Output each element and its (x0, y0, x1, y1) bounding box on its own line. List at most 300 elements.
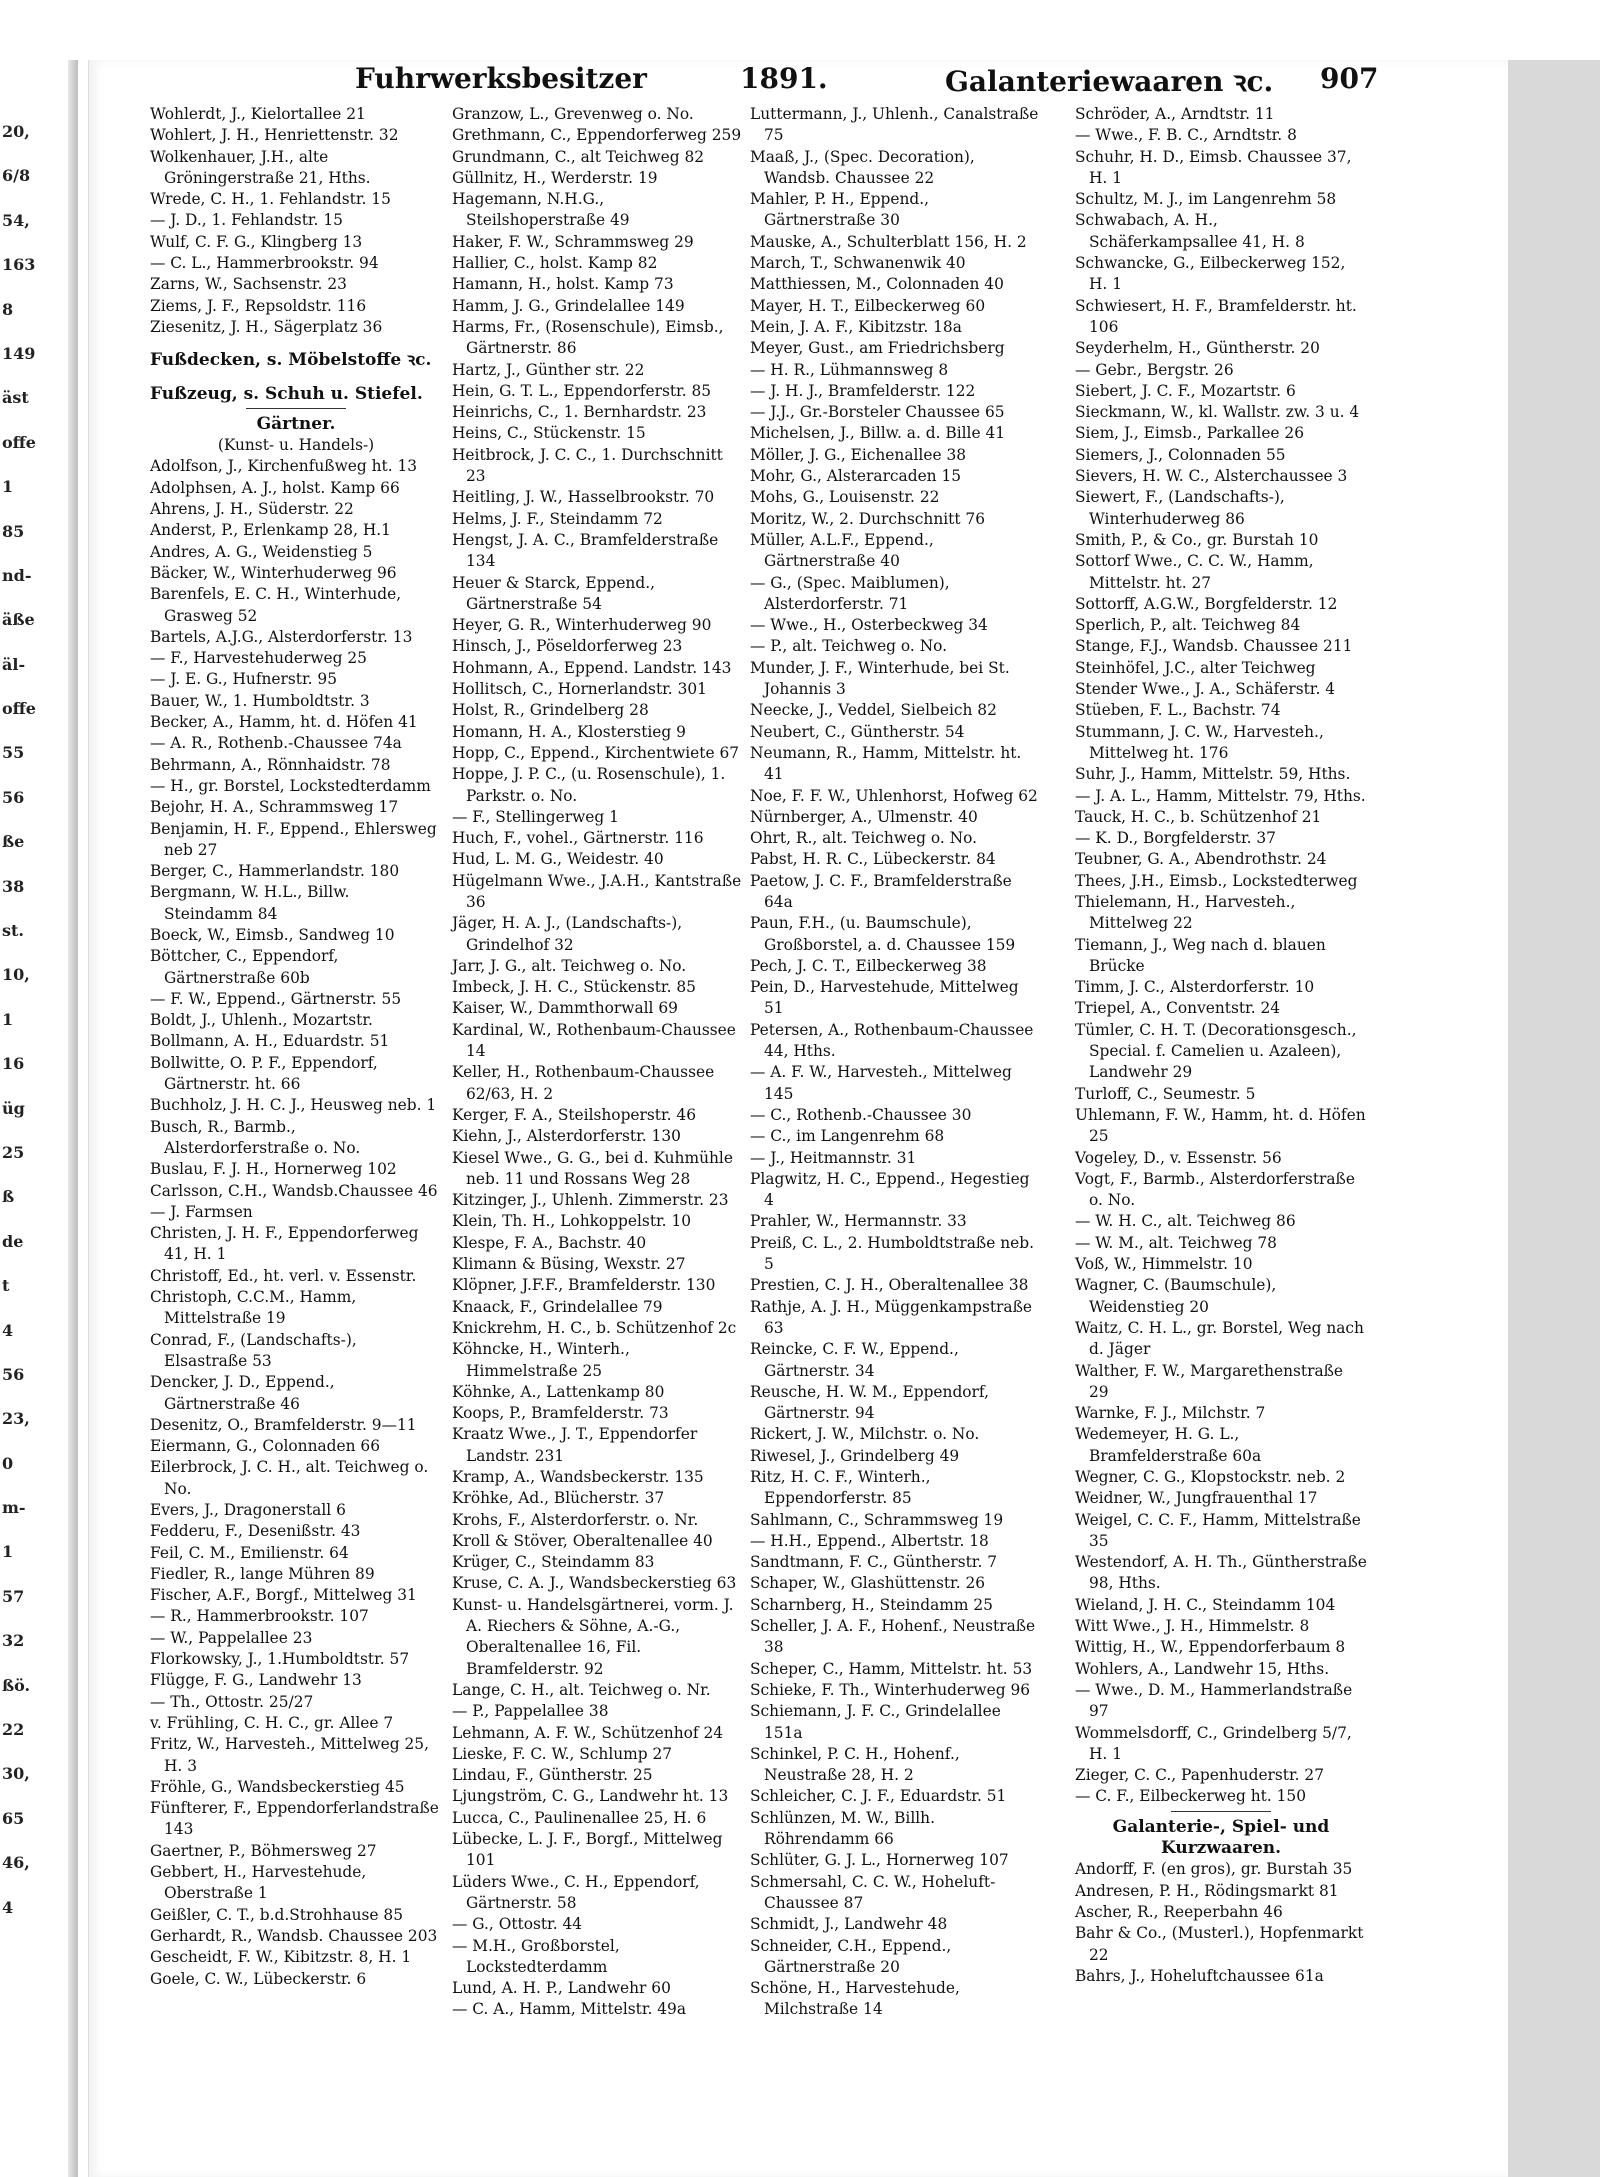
directory-entry: Wegner, C. G., Klopstockstr. neb. 2 (1075, 1468, 1346, 1486)
directory-entry: Kunst- u. Handelsgärtnerei, vorm. J. A. Riechers & Söhne, A.-G., Oberaltenallee 16, Fil. Bramfelderstr. 92 (452, 1595, 734, 1678)
directory-entry: Homann, H. A., Klosterstieg 9 (452, 722, 686, 741)
directory-entry: Knaack, F., Grindelallee 79 (452, 1297, 663, 1316)
directory-entry: Müller, A.L.F., Eppend., Gärtnerstraße 40 (750, 530, 934, 571)
directory-entry: — F., Stellingerweg 1 (452, 807, 619, 826)
directory-entry: Güllnitz, H., Werderstr. 19 (452, 168, 658, 187)
directory-entry: Nürnberger, A., Ulmenstr. 40 (750, 807, 978, 826)
directory-entry: Seyderhelm, H., Güntherstr. 20 (1075, 339, 1320, 358)
directory-entry: Wedemeyer, H. G. L., Bramfelderstraße 60a (1075, 1425, 1262, 1465)
directory-entry: Conrad, F., (Landschafts-), Elsastraße 53 (150, 1330, 357, 1370)
directory-entry: — J.J., Gr.-Borsteler Chaussee 65 (750, 403, 1005, 422)
directory-entry: Weidner, W., Jungfrauenthal 17 (1075, 1489, 1318, 1508)
directory-entry: Scharnberg, H., Steindamm 25 (750, 1595, 993, 1614)
directory-entry: Heitling, J. W., Hasselbrookstr. 70 (452, 488, 715, 507)
directory-entry: — C. A., Hamm, Mittelstr. 49a (452, 2000, 687, 2019)
directory-entry: Berger, C., Hammerlandstr. 180 (150, 862, 400, 881)
adjacent-page-fragment: 6/8 (2, 166, 31, 186)
directory-entry: Hohmann, A., Eppend. Landstr. 143 (452, 658, 732, 677)
directory-entry: Ahrens, J. H., Süderstr. 22 (150, 500, 354, 519)
directory-entry: Bartels, A.J.G., Alsterdorferstr. 13 (150, 627, 413, 646)
directory-entry: — Th., Ottostr. 25/27 (150, 1692, 314, 1711)
directory-entry: Fedderu, F., Desenißstr. 43 (150, 1522, 361, 1541)
directory-entry: Schultz, M. J., im Langenrehm 58 (1075, 190, 1337, 209)
directory-entry: Becker, A., Hamm, ht. d. Höfen 41 (150, 713, 418, 732)
directory-entry: Paetow, J. C. F., Bramfelderstraße 64a (750, 871, 1012, 911)
directory-entry: Vogeley, D., v. Essenstr. 56 (1075, 1148, 1282, 1167)
directory-entry: Kardinal, W., Rothenbaum-Chaussee 14 (452, 1020, 736, 1061)
adjacent-page-fragment: nd- (2, 565, 32, 585)
adjacent-page-fragment: 55 (2, 743, 25, 763)
directory-entry: Wohlers, A., Landwehr 15, Hths. (1075, 1659, 1330, 1678)
directory-entry: Schmersahl, C. C. W., Hoheluft-Chaussee 87 (750, 1872, 996, 1912)
directory-entry: Lindau, F., Güntherstr. 25 (452, 1766, 653, 1785)
directory-entry: Buslau, F. J. H., Hornerweg 102 (150, 1160, 397, 1179)
adjacent-page-fragment: 20, (2, 122, 30, 141)
directory-entry: — R., Hammerbrookstr. 107 (150, 1607, 369, 1626)
directory-entry: — J., Heitmannstr. 31 (750, 1148, 917, 1167)
adjacent-page-fragment: 149 (2, 343, 36, 363)
directory-entry: Hinsch, J., Pöseldorferweg 23 (452, 637, 683, 656)
directory-entry: Munder, J. F., Winterhude, bei St. Johannis 3 (750, 658, 1010, 699)
directory-entry: Gescheidt, F. W., Kibitzstr. 8, H. 1 (150, 1948, 412, 1967)
directory-entry: Zarns, W., Sachsenstr. 23 (150, 275, 347, 294)
directory-entry: Boeck, W., Eimsb., Sandweg 10 (150, 925, 395, 944)
directory-entry: Bauer, W., 1. Humboldtstr. 3 (150, 691, 370, 710)
directory-entry: Andresen, P. H., Rödingsmarkt 81 (1075, 1881, 1339, 1900)
directory-entry: Hartz, J., Günther str. 22 (452, 360, 645, 379)
directory-entry: Kerger, F. A., Steilshoperstr. 46 (452, 1105, 697, 1124)
directory-entry: Kitzinger, J., Uhlenh. Zimmerstr. 23 (452, 1191, 729, 1210)
directory-entry: Mein, J. A. F., Kibitzstr. 18a (750, 317, 962, 336)
directory-entry: Fischer, A.F., Borgf., Mittelweg 31 (150, 1586, 417, 1605)
directory-entry: — J. H. J., Bramfelderstr. 122 (750, 381, 976, 400)
directory-entry: Desenitz, O., Bramfelderstr. 9—11 (150, 1415, 417, 1434)
directory-entry: Bahr & Co., (Musterl.), Hopfenmarkt 22 (1075, 1924, 1364, 1964)
directory-entry: Heitbrock, J. C. C., 1. Durchschnitt 23 (452, 445, 723, 486)
directory-entry: — J. A. L., Hamm, Mittelstr. 79, Hths. (1075, 786, 1366, 805)
adjacent-page-fragment: 8 (2, 299, 14, 319)
adjacent-page-fragment: 10, (2, 965, 30, 985)
directory-entry: Reincke, C. F. W., Eppend., Gärtnerstr. 34 (750, 1340, 959, 1380)
directory-entry: Tümler, C. H. T. (Decorationsgesch., Special. f. Camelien u. Azaleen), Landwehr 29 (1075, 1020, 1357, 1082)
directory-entry: March, T., Schwanenwik 40 (750, 254, 966, 273)
directory-entry: Schieke, F. Th., Winterhuderweg 96 (750, 1680, 1031, 1699)
directory-entry: Siebert, J. C. F., Mozartstr. 6 (1075, 381, 1296, 400)
directory-entry: Prahler, W., Hermannstr. 33 (750, 1212, 967, 1231)
directory-entry: Maaß, J., (Spec. Decoration), Wandsb. Chaussee 22 (750, 147, 975, 187)
directory-entry: Ziems, J. F., Repsoldstr. 116 (150, 296, 367, 315)
directory-entry: — C., Rothenb.-Chaussee 30 (750, 1105, 972, 1124)
directory-entry: Knickrehm, H. C., b. Schützenhof 2c (452, 1318, 737, 1337)
directory-entry: Weigel, C. C. F., Hamm, Mittelstraße 35 (1075, 1510, 1361, 1550)
directory-entry: Prestien, C. J. H., Oberaltenallee 38 (750, 1276, 1029, 1295)
page-number: 907 (1320, 62, 1379, 95)
directory-entry: Mohs, G., Louisenstr. 22 (750, 488, 940, 507)
directory-entry: Witt Wwe., J. H., Himmelstr. 8 (1075, 1617, 1310, 1636)
directory-entry: Adolfson, J., Kirchenfußweg ht. 13 (150, 457, 418, 476)
directory-entry: Kruse, C. A. J., Wandsbeckerstieg 63 (452, 1574, 737, 1593)
directory-entry: Heins, C., Stückenstr. 15 (452, 424, 646, 443)
adjacent-page-fragment: 38 (2, 876, 25, 896)
directory-entry: Christen, J. H. F., Eppendorferweg 41, H. 1 (150, 1224, 419, 1264)
directory-entry: Mohr, G., Alsterarcaden 15 (750, 467, 962, 486)
directory-entry: — A. F. W., Harvesteh., Mittelweg 145 (750, 1063, 1012, 1103)
directory-entry: Stender Wwe., J. A., Schäferstr. 4 (1075, 680, 1336, 699)
cross-reference: Fußdecken, s. Möbelstoffe ꝛc. (150, 350, 432, 371)
directory-entry: Barenfels, E. C. H., Winterhude, Grasweg 52 (150, 585, 402, 625)
directory-entry: — F. W., Eppend., Gärtnerstr. 55 (150, 989, 402, 1008)
directory-entry: v. Frühling, C. H. C., gr. Allee 7 (150, 1713, 394, 1732)
directory-entry: Benjamin, H. F., Eppend., Ehlersweg neb 27 (150, 819, 437, 859)
directory-entry: Fritz, W., Harvesteh., Mittelweg 25, H. 3 (150, 1735, 429, 1775)
directory-entry: Stummann, J. C. W., Harvesteh., Mittelweg ht. 176 (1075, 722, 1324, 762)
directory-entry: Boldt, J., Uhlenh., Mozartstr. (150, 1011, 373, 1030)
section-heading: Gärtner. (256, 413, 336, 434)
directory-entry: Pein, D., Harvestehude, Mittelweg 51 (750, 978, 1019, 1018)
directory-entry: Moritz, W., 2. Durchschnitt 76 (750, 509, 986, 528)
directory-entry: Schinkel, P. C. H., Hohenf., Neustraße 28, H. 2 (750, 1744, 960, 1785)
adjacent-page-fragment: ße (2, 832, 25, 852)
directory-entry: Christoph, C.C.M., Hamm, Mittelstraße 19 (150, 1288, 357, 1328)
directory-entry: Walther, F. W., Margarethenstraße 29 (1075, 1361, 1344, 1401)
directory-entry: Feil, C. M., Emilienstr. 64 (150, 1543, 349, 1562)
directory-entry: Bäcker, W., Winterhuderweg 96 (150, 563, 397, 582)
directory-entry: — C. L., Hammerbrookstr. 94 (150, 254, 379, 273)
column-1 (150, 104, 442, 1990)
directory-entry: Ritz, H. C. F., Winterh., Eppendorferstr. 85 (750, 1468, 931, 1508)
directory-entry: — Gebr., Bergstr. 26 (1075, 360, 1234, 379)
directory-entry: Scheller, J. A. F., Hohenf., Neustraße 38 (750, 1617, 1036, 1657)
directory-entry: Preiß, C. L., 2. Humboldtstraße neb. 5 (750, 1233, 1034, 1274)
page-fold-shadow (68, 60, 78, 2177)
directory-entry: Timm, J. C., Alsterdorferstr. 10 (1075, 978, 1315, 997)
directory-entry: — J. Farmsen (150, 1202, 253, 1221)
directory-entry: Schmidt, J., Landwehr 48 (750, 1915, 948, 1934)
directory-entry: Lund, A. H. P., Landwehr 60 (452, 1979, 671, 1998)
directory-entry: Heinrichs, C., 1. Bernhardstr. 23 (452, 403, 707, 422)
directory-entry: Keller, H., Rothenbaum-Chaussee 62/63, H. 2 (452, 1063, 715, 1103)
adjacent-page-fragment: ßö. (2, 1675, 31, 1695)
adjacent-page-fragment: 57 (2, 1586, 25, 1606)
directory-entry: Pech, J. C. T., Eilbeckerweg 38 (750, 956, 987, 975)
directory-entry: Hein, G. T. L., Eppendorferstr. 85 (452, 381, 712, 400)
directory-entry: Sottorf Wwe., C. C. W., Hamm, Mittelstr. ht. 27 (1075, 552, 1314, 592)
directory-entry: Lieske, F. C. W., Schlump 27 (452, 1744, 673, 1763)
column-2 (452, 104, 744, 2021)
directory-entry: — A. R., Rothenb.-Chaussee 74a (150, 734, 402, 753)
directory-entry: Schöne, H., Harvestehude, Milchstraße 14 (750, 1979, 960, 2019)
directory-entry: Ascher, R., Reeperbahn 46 (1075, 1902, 1283, 1921)
adjacent-page-fragment: 25 (2, 1142, 25, 1162)
directory-entry: Ljungström, C. G., Landwehr ht. 13 (452, 1787, 729, 1806)
directory-entry: Gaertner, P., Böhmersweg 27 (150, 1841, 377, 1860)
directory-entry: Matthiessen, M., Colonnaden 40 (750, 275, 1004, 294)
directory-entry: Schwiesert, H. F., Bramfelderstr. ht. 106 (1075, 296, 1357, 336)
header-section-right: Galanteriewaaren ꝛc. (945, 65, 1274, 98)
adjacent-page-fragment: 56 (2, 787, 25, 807)
directory-entry: Thees, J.H., Eimsb., Lockstedterweg (1075, 871, 1358, 890)
header-year: 1891. (740, 62, 828, 95)
adjacent-page-fragment: 163 (2, 255, 36, 275)
directory-entry: Schaper, W., Glashüttenstr. 26 (750, 1574, 986, 1593)
directory-entry: Klein, Th. H., Lohkoppelstr. 10 (452, 1212, 692, 1231)
directory-entry: Bollwitte, O. P. F., Eppendorf, Gärtnerstr. ht. 66 (150, 1053, 378, 1094)
directory-entry: Noe, F. F. W., Uhlenhorst, Hofweg 62 (750, 786, 1038, 805)
adjacent-page-fragment: 22 (2, 1720, 25, 1740)
directory-entry: — H., gr. Borstel, Lockstedterdamm (150, 776, 431, 795)
directory-entry: Anderst, P., Erlenkamp 28, H.1 (150, 521, 391, 540)
directory-entry: — C. F., Eilbeckerweg ht. 150 (1075, 1787, 1306, 1806)
directory-entry: Voß, W., Himmelstr. 10 (1075, 1255, 1253, 1274)
directory-entry: Lehmann, A. F. W., Schützenhof 24 (452, 1723, 724, 1742)
directory-entry: Rickert, J. W., Milchstr. o. No. (750, 1425, 980, 1444)
directory-entry: Wohlerdt, J., Kielortallee 21 (150, 105, 366, 123)
directory-entry: Thielemann, H., Harvesteh., Mittelweg 22 (1075, 892, 1296, 933)
directory-entry: Luttermann, J., Uhlenh., Canalstraße 75 (750, 105, 1039, 145)
adjacent-page-fragment: 65 (2, 1808, 25, 1828)
directory-entry: Ziesenitz, J. H., Sägerplatz 36 (150, 317, 383, 336)
directory-entry: — Wwe., H., Osterbeckweg 34 (750, 616, 988, 635)
directory-entry: Reusche, H. W. M., Eppendorf, Gärtnerstr. 94 (750, 1382, 989, 1423)
directory-entry: Köhncke, H., Winterh., Himmelstraße 25 (452, 1340, 630, 1380)
directory-entry: Teubner, G. A., Abendrothstr. 24 (1075, 850, 1327, 869)
directory-entry: — H. R., Lühmannsweg 8 (750, 360, 949, 379)
directory-entry: Holst, R., Grindelberg 28 (452, 701, 649, 720)
directory-entry: Gerhardt, R., Wandsb. Chaussee 203 (150, 1926, 438, 1945)
directory-entry: Helms, J. F., Steindamm 72 (452, 509, 663, 528)
directory-entry: Kiehn, J., Alsterdorferstr. 130 (452, 1127, 681, 1146)
adjacent-page-fragment: 56 (2, 1364, 25, 1384)
spacer (150, 338, 442, 350)
directory-entry: Sperlich, P., alt. Teichweg 84 (1075, 616, 1301, 635)
directory-entry: Adolphsen, A. J., holst. Kamp 66 (150, 478, 400, 497)
directory-entry: — P., alt. Teichweg o. No. (750, 637, 948, 656)
adjacent-page-fragment: 1 (2, 1009, 14, 1029)
directory-entry: — G., (Spec. Maiblumen), Alsterdorferstr. 71 (750, 573, 950, 613)
adjacent-page-fragment: 32 (2, 1631, 25, 1651)
header-section-left: Fuhrwerksbesitzer (355, 62, 647, 95)
directory-entry: Kraatz Wwe., J. T., Eppendorfer Landstr. 231 (452, 1425, 698, 1465)
directory-entry: Hamm, J. G., Grindelallee 149 (452, 296, 685, 315)
directory-entry: Koops, P., Bramfelderstr. 73 (452, 1404, 669, 1423)
directory-entry: Sievers, H. W. C., Alsterchaussee 3 (1075, 467, 1348, 486)
directory-entry: Kroll & Stöver, Oberaltenallee 40 (452, 1531, 713, 1550)
directory-entry: Bahrs, J., Hoheluftchaussee 61a (1075, 1966, 1324, 1985)
directory-entry: Lüders Wwe., C. H., Eppendorf, Gärtnerstr. 58 (452, 1872, 700, 1912)
directory-entry: Granzow, L., Grevenweg o. No. (452, 105, 694, 123)
directory-entry: Schröder, A., Arndtstr. 11 (1075, 105, 1275, 123)
directory-entry: Schleicher, C. J. F., Eduardstr. 51 (750, 1787, 1007, 1806)
directory-entry: Paun, F.H., (u. Baumschule), Großborstel, a. d. Chaussee 159 (750, 914, 1016, 954)
directory-entry: Grethmann, C., Eppendorferweg 259 (452, 126, 742, 145)
directory-entry: — G., Ottostr. 44 (452, 1915, 583, 1934)
directory-entry: Carlsson, C.H., Wandsb.Chaussee 46 (150, 1181, 438, 1200)
directory-entry: Kramp, A., Wandsbeckerstr. 135 (452, 1468, 704, 1486)
directory-entry: Uhlemann, F. W., Hamm, ht. d. Höfen 25 (1075, 1105, 1366, 1146)
directory-entry: Goele, C. W., Lübeckerstr. 6 (150, 1969, 367, 1988)
directory-entry: Mauske, A., Schulterblatt 156, H. 2 (750, 232, 1027, 251)
directory-entry: — K. D., Borgfelderstr. 37 (1075, 829, 1276, 848)
directory-entry: Siem, J., Eimsb., Parkallee 26 (1075, 424, 1305, 443)
directory-entry: Klimann & Büsing, Wexstr. 27 (452, 1255, 686, 1274)
directory-entry: Gebbert, H., Harvestehude, Oberstraße 1 (150, 1863, 367, 1903)
directory-entry: Schlünzen, M. W., Billh. Röhrendamm 66 (750, 1808, 935, 1849)
directory-entry: Hagemann, N.H.G., Steilshoperstraße 49 (452, 190, 630, 230)
directory-entry: Evers, J., Dragonerstall 6 (150, 1501, 346, 1519)
directory-entry: Vogt, F., Barmb., Alsterdorferstraße o. No. (1075, 1169, 1355, 1210)
directory-entry: Hengst, J. A. C., Bramfelderstraße 134 (452, 530, 719, 571)
directory-entry: Suhr, J., Hamm, Mittelstr. 59, Hths. (1075, 765, 1351, 784)
directory-entry: Schneider, C.H., Eppend., Gärtnerstraße 20 (750, 1936, 952, 1976)
adjacent-page-fragment: äst (2, 388, 29, 408)
directory-entry: Fröhle, G., Wandsbeckerstieg 45 (150, 1777, 405, 1796)
directory-entry: — P., Pappelallee 38 (452, 1702, 609, 1721)
directory-entry: Jarr, J. G., alt. Teichweg o. No. (452, 956, 687, 975)
directory-entry: Neumann, R., Hamm, Mittelstr. ht. 41 (750, 743, 1022, 784)
directory-entry: Dencker, J. D., Eppend., Gärtnerstraße 46 (150, 1373, 335, 1413)
adjacent-page-fragment: 85 (2, 521, 25, 541)
directory-entry: Tiemann, J., Weg nach d. blauen Brücke (1075, 935, 1326, 975)
directory-entry: Bejohr, H. A., Schrammsweg 17 (150, 798, 399, 817)
directory-entry: Christoff, Ed., ht. verl. v. Essenstr. (150, 1266, 417, 1285)
directory-entry: Stange, F.J., Wandsb. Chaussee 211 (1075, 637, 1353, 656)
adjacent-page-fragment: 1 (2, 1542, 14, 1562)
directory-entry: Meyer, Gust., am Friedrichsberg (750, 339, 1005, 358)
directory-entry: Neecke, J., Veddel, Sielbeich 82 (750, 701, 997, 720)
adjacent-page-fragment: st. (2, 921, 24, 941)
directory-entry: Wagner, C. (Baumschule), Weidenstieg 20 (1075, 1276, 1277, 1316)
directory-entry: Pabst, H. R. C., Lübeckerstr. 84 (750, 850, 996, 869)
directory-entry: Kiesel Wwe., G. G., bei d. Kuhmühle neb. 11 und Rossans Weg 28 (452, 1148, 733, 1188)
section-rule (1171, 1811, 1271, 1812)
directory-entry: Hallier, C., holst. Kamp 82 (452, 254, 658, 273)
directory-entry: Flügge, F. G., Landwehr 13 (150, 1671, 362, 1690)
adjacent-page-strip (0, 0, 80, 2177)
directory-entry: Imbeck, J. H. C., Stückenstr. 85 (452, 978, 696, 997)
directory-entry: Stüeben, F. L., Bachstr. 74 (1075, 701, 1281, 720)
directory-entry: Tauck, H. C., b. Schützenhof 21 (1075, 807, 1322, 826)
directory-entry: Lübecke, L. J. F., Borgf., Mittelweg 101 (452, 1830, 723, 1870)
directory-entry: Kaiser, W., Dammthorwall 69 (452, 999, 678, 1018)
directory-entry: — J. D., 1. Fehlandstr. 15 (150, 211, 343, 230)
adjacent-page-fragment: 54, (2, 210, 30, 230)
scan-background (1508, 60, 1600, 2177)
directory-entry: Wittig, H., W., Eppendorferbaum 8 (1075, 1638, 1346, 1657)
directory-entry: Smith, P., & Co., gr. Burstah 10 (1075, 530, 1319, 549)
directory-entry: Eilerbrock, J. C. H., alt. Teichweg o. No. (150, 1458, 429, 1498)
directory-entry: Fünfterer, F., Eppendorferlandstraße 143 (150, 1799, 439, 1839)
directory-entry: — C., im Langenrehm 68 (750, 1127, 945, 1146)
directory-entry: Florkowsky, J., 1.Humboldtstr. 57 (150, 1650, 410, 1669)
spacer (150, 372, 442, 384)
directory-entry: Mayer, H. T., Eilbeckerweg 60 (750, 296, 986, 315)
directory-entry: Eiermann, G., Colonnaden 66 (150, 1437, 381, 1456)
section-rule (246, 408, 346, 409)
directory-entry: Wrede, C. H., 1. Fehlandstr. 15 (150, 190, 391, 209)
adjacent-page-fragment: üg (2, 1098, 25, 1118)
adjacent-page-fragment: 4 (2, 1897, 14, 1917)
directory-entry: Bollmann, A. H., Eduardstr. 51 (150, 1032, 390, 1051)
directory-entry: Andres, A. G., Weidenstieg 5 (150, 542, 373, 561)
column-3 (750, 104, 1042, 2021)
adjacent-page-fragment: 1 (2, 477, 14, 497)
directory-entry: Wolkenhauer, J.H., alte Gröningerstraße 21, Hths. (150, 147, 371, 187)
directory-entry: Krohs, F., Alsterdorferstr. o. Nr. (452, 1510, 699, 1529)
directory-entry: Lange, C. H., alt. Teichweg o. Nr. (452, 1680, 711, 1699)
adjacent-page-fragment: 0 (2, 1453, 14, 1473)
directory-entry: — W. H. C., alt. Teichweg 86 (1075, 1212, 1296, 1231)
directory-entry: Geißler, C. T., b.d.Strohhause 85 (150, 1905, 404, 1924)
directory-entry: Schwancke, G., Eilbeckerweg 152, H. 1 (1075, 254, 1346, 294)
directory-entry: Schuhr, H. D., Eimsb. Chaussee 37, H. 1 (1075, 147, 1352, 187)
directory-entry: Steinhöfel, J.C., alter Teichweg (1075, 658, 1316, 677)
page-header (150, 62, 1379, 102)
directory-entry: Sottorff, A.G.W., Borgfelderstr. 12 (1075, 594, 1338, 613)
directory-entry: Schlüter, G. J. L., Hornerweg 107 (750, 1851, 1009, 1870)
directory-entry: — Wwe., F. B. C., Arndtstr. 8 (1075, 126, 1297, 145)
directory-entry: Hoppe, J. P. C., (u. Rosenschule), 1. Parkstr. o. No. (452, 765, 726, 805)
directory-entry: Jäger, H. A. J., (Landschafts-), Grindelhof 32 (452, 914, 683, 954)
directory-entry: Triepel, A., Conventstr. 24 (1075, 999, 1281, 1018)
directory-entry: Huch, F., vohel., Gärtnerstr. 116 (452, 829, 704, 848)
directory-entry: — W. M., alt. Teichweg 78 (1075, 1233, 1277, 1252)
directory-entry: Siemers, J., Colonnaden 55 (1075, 445, 1286, 464)
directory-entry: — Wwe., D. M., Hammerlandstraße 97 (1075, 1680, 1353, 1721)
directory-entry: — H.H., Eppend., Albertstr. 18 (750, 1531, 989, 1550)
directory-entry: — J. E. G., Hufnerstr. 95 (150, 670, 338, 689)
adjacent-page-fragment: 4 (2, 1320, 14, 1340)
adjacent-page-fragment: offe (2, 699, 36, 719)
directory-entry: Sandtmann, F. C., Güntherstr. 7 (750, 1553, 998, 1572)
directory-entry: Bergmann, W. H.L., Billw. Steindamm 84 (150, 883, 350, 923)
directory-entry: Klöpner, J.F.F., Bramfelderstr. 130 (452, 1276, 716, 1295)
directory-entry: Hopp, C., Eppend., Kirchentwiete 67 (452, 743, 740, 762)
directory-entry: Waitz, C. H. L., gr. Borstel, Weg nach d. Jäger (1075, 1318, 1364, 1359)
directory-entry: Hollitsch, C., Hornerlandstr. 301 (452, 680, 707, 699)
directory-entry: Westendorf, A. H. Th., Güntherstraße 98, Hths. (1075, 1553, 1367, 1593)
directory-entry: Riwesel, J., Grindelberg 49 (750, 1446, 960, 1465)
directory-entry: Grundmann, C., alt Teichweg 82 (452, 147, 705, 166)
directory-entry: Busch, R., Barmb., Alsterdorferstraße o. No. (150, 1117, 361, 1157)
directory-entry: Schwabach, A. H., Schäferkampsallee 41, H. 8 (1075, 211, 1305, 251)
adjacent-page-fragment: 23, (2, 1409, 30, 1429)
directory-entry: Klespe, F. A., Bachstr. 40 (452, 1233, 647, 1252)
directory-entry: Behrmann, A., Rönnhaidstr. 78 (150, 755, 391, 774)
directory-entry: Ohrt, R., alt. Teichweg o. No. (750, 829, 977, 848)
directory-entry: Plagwitz, H. C., Eppend., Hegestieg 4 (750, 1169, 1030, 1210)
directory-entry: Neubert, C., Güntherstr. 54 (750, 722, 965, 741)
directory-entry: Zieger, C. C., Papenhuderstr. 27 (1075, 1766, 1325, 1785)
directory-entry: Sahlmann, C., Schrammsweg 19 (750, 1510, 1004, 1529)
directory-entry: Harms, Fr., (Rosenschule), Eimsb., Gärtnerstr. 86 (452, 317, 724, 358)
section-heading: Galanterie-, Spiel- und Kurzwaaren. (1112, 1816, 1330, 1859)
directory-entry: Wommelsdorff, C., Grindelberg 5/7, H. 1 (1075, 1723, 1352, 1763)
directory-entry: Petersen, A., Rothenbaum-Chaussee 44, Hths. (750, 1020, 1034, 1061)
directory-entry: Wulf, C. F. G., Klingberg 13 (150, 232, 363, 251)
directory-entry: Buchholz, J. H. C. J., Heusweg neb. 1 (150, 1096, 437, 1115)
adjacent-page-fragment: ß (2, 1187, 15, 1207)
directory-entry: Wohlert, J. H., Henriettenstr. 32 (150, 126, 399, 145)
directory-entry: Mahler, P. H., Eppend., Gärtnerstraße 30 (750, 190, 930, 230)
directory-entry: Warnke, F. J., Milchstr. 7 (1075, 1404, 1266, 1423)
directory-entry: Hügelmann Wwe., J.A.H., Kantstraße 36 (452, 871, 742, 911)
directory-entry: Turloff, C., Seumestr. 5 (1075, 1084, 1256, 1103)
adjacent-page-fragment: t (2, 1276, 10, 1296)
directory-entry: Hamann, H., holst. Kamp 73 (452, 275, 674, 294)
directory-entry: Heyer, G. R., Winterhuderweg 90 (452, 616, 712, 635)
column-4 (1075, 104, 1367, 1987)
directory-entry: Hud, L. M. G., Weidestr. 40 (452, 850, 664, 869)
